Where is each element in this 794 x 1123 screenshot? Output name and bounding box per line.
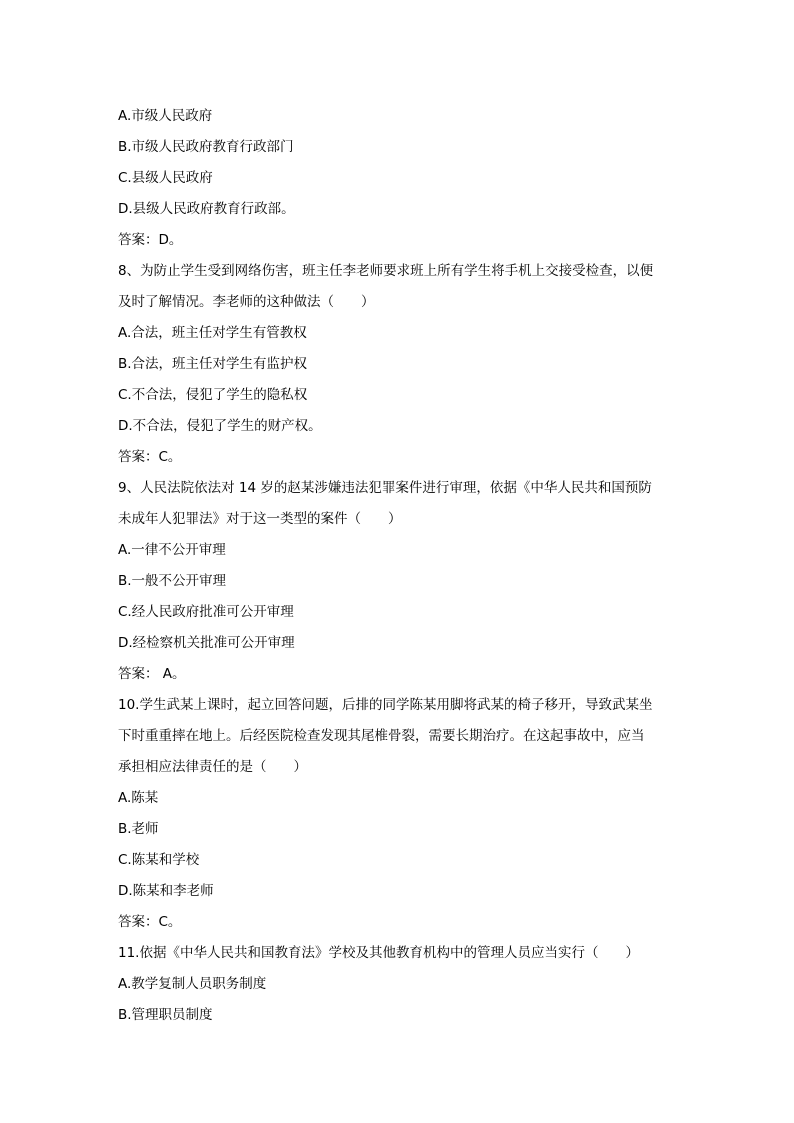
question-11-line-1: 11.依据《中华人民共和国教育法》学校及其他教育机构中的管理人员应当实行（ ） (118, 945, 639, 961)
question-8-line-2: 及时了解情况。李老师的这种做法（ ） (118, 294, 375, 310)
option-c: C.县级人民政府 (118, 170, 213, 186)
q8-option-b: B.合法，班主任对学生有监护权 (118, 356, 308, 372)
q9-option-b: B.一般不公开审理 (118, 573, 227, 589)
answer: 答案：D。 (118, 232, 183, 248)
q10-option-a: A.陈某 (118, 790, 159, 806)
q8-answer: 答案：C。 (118, 449, 182, 465)
option-d: D.县级人民政府教育行政部。 (118, 201, 295, 217)
q11-option-a: A.教学复制人员职务制度 (118, 976, 267, 992)
q9-option-a: A.一律不公开审理 (118, 542, 226, 558)
option-b: B.市级人民政府教育行政部门 (118, 139, 294, 155)
q11-option-b: B.管理职员制度 (118, 1007, 213, 1023)
question-9-line-2: 未成年人犯罪法》对于这一类型的案件（ ） (118, 511, 402, 527)
question-10-line-3: 承担相应法律责任的是（ ） (118, 759, 307, 775)
q9-answer: 答案： A。 (118, 666, 186, 682)
question-9-line-1: 9、人民法院依法对 14 岁的赵某涉嫌违法犯罪案件进行审理，依据《中华人民共和国预防 (118, 480, 652, 496)
q8-option-a: A.合法，班主任对学生有管教权 (118, 325, 307, 341)
q9-option-c: C.经人民政府批准可公开审理 (118, 604, 294, 620)
question-10-line-1: 10.学生武某上课时，起立回答问题，后排的同学陈某用脚将武某的椅子移开，导致武某坐 (118, 697, 653, 713)
q9-option-d: D.经检察机关批准可公开审理 (118, 635, 295, 651)
question-8-line-1: 8、为防止学生受到网络伤害，班主任李老师要求班上所有学生将手机上交接受检查，以便 (118, 263, 654, 279)
document-page (118, 101, 678, 1031)
option-a: A.市级人民政府 (118, 108, 213, 124)
question-10-line-2: 下时重重摔在地上。后经医院检查发现其尾椎骨裂，需要长期治疗。在这起事故中，应当 (118, 728, 645, 744)
q10-answer: 答案：C。 (118, 914, 182, 930)
q10-option-c: C.陈某和学校 (118, 852, 200, 868)
q8-option-d: D.不合法，侵犯了学生的财产权。 (118, 418, 322, 434)
q10-option-b: B.老师 (118, 821, 159, 837)
q8-option-c: C.不合法，侵犯了学生的隐私权 (118, 387, 308, 403)
q10-option-d: D.陈某和李老师 (118, 883, 214, 899)
